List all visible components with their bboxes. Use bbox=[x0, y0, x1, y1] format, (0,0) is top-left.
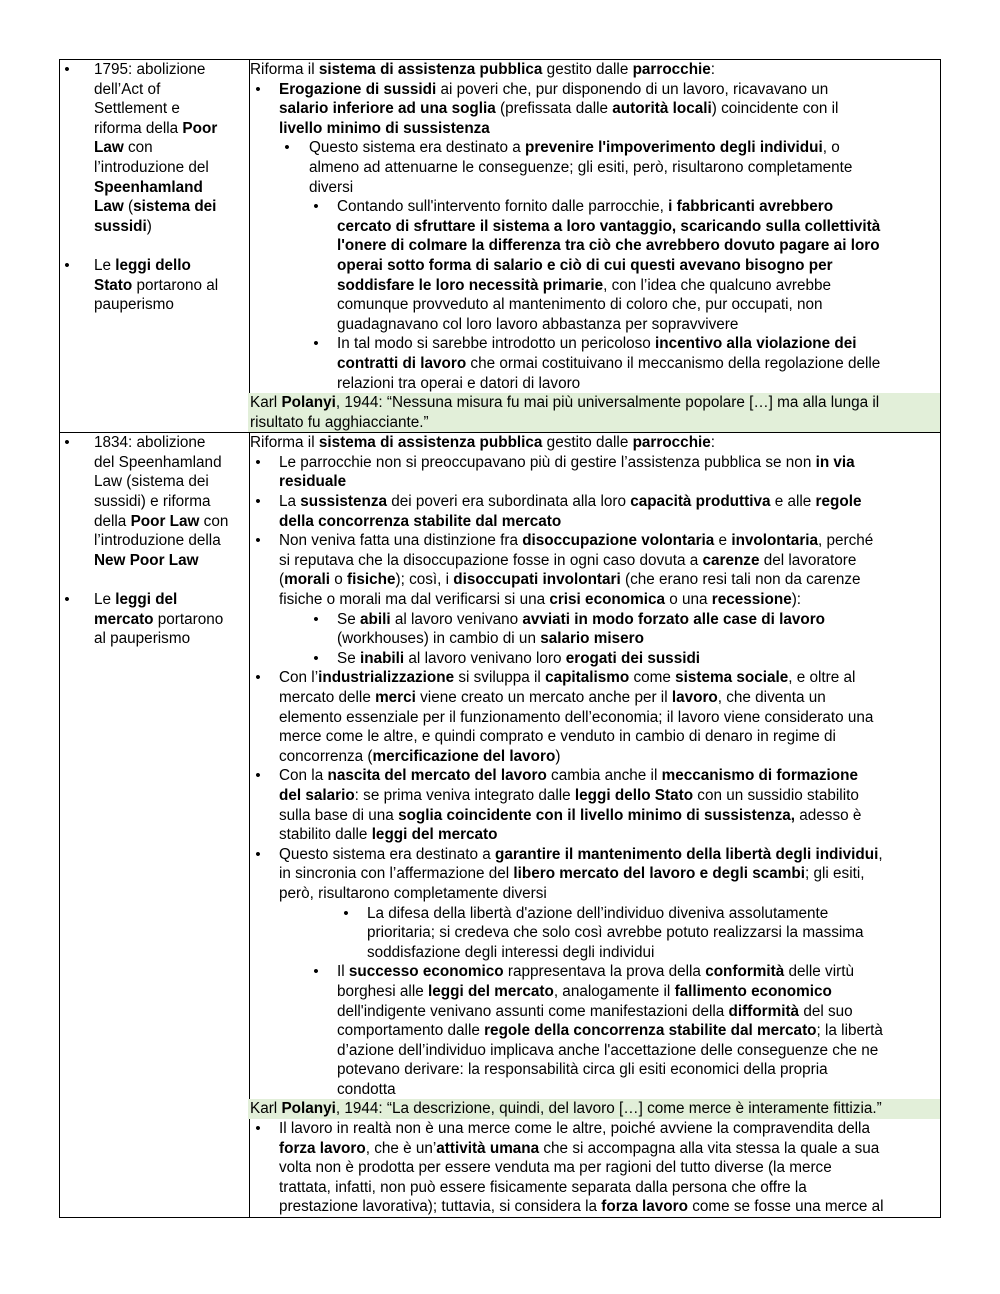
bullet-icon: • bbox=[343, 904, 349, 922]
text-span: La bbox=[279, 493, 301, 511]
left-text-line bbox=[60, 433, 249, 453]
left-text-line bbox=[60, 590, 249, 610]
content-text-line bbox=[250, 433, 940, 453]
content-text-line bbox=[250, 1139, 940, 1159]
bold-text: Poor Law bbox=[130, 512, 200, 530]
text-span: con un sussidio stabilito bbox=[693, 786, 859, 804]
bold-text: fallimento economico bbox=[674, 982, 832, 1000]
text-span: delle virtù bbox=[784, 963, 854, 981]
polanyi-quote-line bbox=[248, 393, 940, 413]
bold-text: Poor bbox=[182, 119, 218, 137]
text-span: Contando sull'intervento fornito dalle parrocchie, bbox=[337, 198, 669, 216]
content-text-line bbox=[250, 590, 940, 610]
content-text-line bbox=[250, 1158, 940, 1178]
bullet-icon: • bbox=[313, 963, 319, 981]
left-text-line bbox=[60, 217, 249, 237]
text-span: , perché bbox=[818, 532, 874, 550]
bold-text: morali bbox=[284, 571, 331, 589]
bold-text: merci bbox=[375, 689, 416, 706]
content-text-line bbox=[250, 962, 940, 982]
text-span: La difesa della libertà d'azione dell’individuo diveniva assolutamente bbox=[367, 904, 829, 922]
text-span: comportamento dalle bbox=[337, 1022, 485, 1040]
content-text-line bbox=[250, 806, 940, 826]
bold-text: abili bbox=[359, 610, 391, 628]
left-text-line bbox=[60, 295, 249, 315]
content-text-line bbox=[250, 610, 940, 630]
bold-text: Law bbox=[94, 139, 124, 157]
bold-text: sistema di assistenza pubblica bbox=[318, 434, 543, 452]
bold-text: disoccupazione volontaria bbox=[522, 532, 715, 550]
left-text-line bbox=[60, 551, 249, 571]
text-span: dell'indigente venivano assunti come manifestazioni della bbox=[337, 1002, 729, 1020]
text-span: condotta bbox=[337, 1080, 396, 1098]
text-span: ) coincidente con il bbox=[711, 100, 839, 118]
text-span: , con l’idea che qualcuno avrebbe bbox=[603, 276, 832, 294]
bullet-icon: • bbox=[255, 1120, 261, 1138]
text-span: relazioni tra operai e datori di lavoro bbox=[337, 374, 581, 392]
content-text-line bbox=[250, 570, 940, 590]
text-span: l’introduzione della bbox=[94, 532, 221, 550]
bold-text: regole bbox=[815, 493, 862, 511]
text-span: al lavoro venivano bbox=[390, 610, 523, 628]
bold-text: mercato bbox=[94, 610, 154, 628]
content-text-line bbox=[250, 1080, 940, 1100]
bullet-icon: • bbox=[284, 139, 290, 157]
text-span: guadagnavano col loro lavoro abbastanza per sopravvivere bbox=[337, 315, 739, 333]
content-text-line bbox=[250, 747, 940, 767]
left-text-line bbox=[60, 492, 249, 512]
bullet-icon: • bbox=[255, 767, 261, 785]
bold-text: industrializzazione bbox=[318, 669, 455, 687]
text-span: trattata, infatti, non può essere fisicamente separata dalla persona che offre la bbox=[279, 1178, 807, 1196]
bold-text: capacità produttiva bbox=[630, 493, 771, 511]
text-span: ; gli esiti, bbox=[805, 865, 865, 883]
text-span: del suo bbox=[799, 1002, 853, 1020]
text-span: : se prima veniva integrato dalle bbox=[354, 786, 575, 804]
bullet-icon: • bbox=[64, 256, 70, 274]
bold-text: regole della concorrenza stabilite dal mercato bbox=[484, 1022, 817, 1040]
text-span: , 1944: “La descrizione, quindi, del lavoro […] come merce è interamente fittizia.” bbox=[335, 1100, 882, 1118]
left-text-line bbox=[60, 80, 249, 100]
text-span: Le bbox=[94, 591, 116, 609]
bold-text: forza lavoro bbox=[601, 1198, 688, 1216]
table-row bbox=[60, 433, 941, 1218]
text-span: Riforma il bbox=[250, 61, 319, 78]
bold-text: disoccupati involontari bbox=[453, 571, 621, 589]
text-span: Law (sistema dei bbox=[94, 473, 209, 491]
text-span: l’introduzione del bbox=[94, 158, 209, 176]
bullet-icon: • bbox=[313, 335, 319, 353]
bold-text: livello minimo di sussistenza bbox=[279, 119, 490, 137]
bold-text: garantire il mantenimento della libertà degli individui bbox=[494, 845, 879, 863]
bullet-icon: • bbox=[64, 61, 70, 78]
text-span: con bbox=[199, 512, 229, 530]
text-span: rappresentava la prova della bbox=[503, 963, 706, 981]
text-span: Questo sistema era destinato a bbox=[309, 139, 525, 157]
bullet-icon: • bbox=[64, 591, 70, 609]
left-text-line bbox=[60, 158, 249, 178]
content-text-line bbox=[250, 766, 940, 786]
content-text-line bbox=[250, 256, 940, 276]
text-span: prioritaria; si credeva che solo così avrebbe potuto realizzarsi la massima bbox=[367, 924, 864, 942]
bullet-icon: • bbox=[255, 845, 261, 863]
content-text-line bbox=[250, 276, 940, 296]
content-text-line bbox=[250, 825, 940, 845]
text-span: ); così, i bbox=[395, 571, 454, 589]
content-text-line bbox=[250, 1041, 940, 1061]
text-span: ): bbox=[791, 591, 802, 609]
bold-text: sussistenza bbox=[300, 493, 387, 511]
text-span: Non veniva fatta una distinzione fra bbox=[279, 532, 523, 550]
text-span: mercato delle bbox=[279, 689, 376, 706]
left-text-line bbox=[60, 512, 249, 532]
content-column-cell bbox=[250, 60, 941, 433]
text-span: 1834: abolizione bbox=[94, 434, 206, 452]
text-span: , o bbox=[822, 139, 840, 157]
text-span: ) bbox=[555, 747, 561, 765]
bold-text: l'onere di colmare la differenza tra ciò che avrebbero dovuto pagare ai loro bbox=[337, 237, 880, 255]
text-span: , 1944: “Nessuna misura fu mai più universalmente popolare […] ma alla lunga il bbox=[335, 394, 880, 412]
left-text-line bbox=[60, 256, 249, 276]
polanyi-quote-line bbox=[248, 1099, 940, 1119]
text-span: adesso è bbox=[795, 806, 862, 824]
text-span: Con la bbox=[279, 767, 328, 785]
text-span: ai poveri che, pur disponendo di un lavoro, ricavavano un bbox=[436, 80, 829, 98]
bold-text: mercificazione del lavoro bbox=[372, 747, 556, 765]
bold-text: soglia coincidente con il livello minimo di sussistenza, bbox=[398, 806, 796, 824]
content-text-line bbox=[250, 472, 940, 492]
bold-text: libero mercato del lavoro e degli scambi bbox=[513, 865, 805, 883]
text-span: 1795: abolizione bbox=[94, 61, 206, 78]
text-span: , bbox=[878, 845, 883, 863]
content-text-line bbox=[250, 708, 940, 728]
text-span: riforma della bbox=[94, 119, 183, 137]
content-text-line bbox=[250, 688, 940, 708]
text-span: , analogamente il bbox=[553, 982, 675, 1000]
content-text-line bbox=[250, 649, 940, 669]
content-text-line bbox=[250, 943, 940, 963]
blank-line bbox=[60, 570, 249, 590]
text-span: Il bbox=[337, 963, 349, 981]
content-text-line bbox=[250, 334, 940, 354]
text-span: che ormai costituivano il meccanismo della regolazione delle bbox=[466, 354, 881, 372]
bold-text: leggi dello bbox=[115, 256, 191, 274]
content-text-line bbox=[250, 99, 940, 119]
text-span: Il lavoro in realtà non è una merce come le altre, poiché avviene la compravendita della bbox=[279, 1120, 870, 1138]
left-text-line bbox=[60, 610, 249, 630]
text-span: in sincronia con l’affermazione del bbox=[279, 865, 514, 883]
text-span: gestito dalle bbox=[542, 61, 633, 78]
bold-text: avviati in modo forzato alle case di lavoro bbox=[522, 610, 826, 628]
text-span: almeno ad attenuarne le conseguenze; gli esiti, però, risultarono completamente bbox=[309, 158, 853, 176]
bold-text: autorità locali bbox=[612, 100, 712, 118]
bold-text: involontaria bbox=[731, 532, 819, 550]
content-text-line bbox=[250, 158, 940, 178]
text-span: o bbox=[330, 571, 348, 589]
left-text-line bbox=[60, 629, 249, 649]
bold-text: operai sotto forma di salario e ciò di cui questi avevano bisogno per bbox=[337, 256, 833, 274]
text-span: , e oltre al bbox=[788, 669, 856, 687]
text-span: viene creato un mercato anche per il bbox=[415, 689, 672, 706]
text-span: d’azione dell’individuo implicava anche l'accettazione delle conseguenze che ne bbox=[337, 1041, 879, 1059]
text-span: stabilito dalle bbox=[279, 826, 372, 844]
bold-text: carenze bbox=[702, 551, 760, 569]
text-span: , che diventa un bbox=[717, 689, 826, 706]
text-span: elemento essenziale per il funzionamento dell’economia; il lavoro viene considerato una bbox=[279, 708, 874, 726]
content-text-line bbox=[250, 236, 940, 256]
bold-text: forza lavoro bbox=[279, 1139, 366, 1157]
text-span: (workhouses) in cambio di un bbox=[337, 630, 541, 648]
bold-text: meccanismo di formazione bbox=[661, 767, 858, 785]
bold-text: leggi del mercato bbox=[371, 826, 498, 844]
bullet-icon: • bbox=[313, 610, 319, 628]
content-text-line bbox=[250, 354, 940, 374]
text-span: , che è un’ bbox=[365, 1139, 437, 1157]
bold-text: leggi del bbox=[115, 591, 178, 609]
text-span: : bbox=[710, 61, 716, 78]
date-column-cell bbox=[60, 433, 250, 1218]
bold-text: sistema sociale bbox=[675, 669, 789, 687]
date-column-cell bbox=[60, 60, 250, 433]
left-text-line bbox=[60, 197, 249, 217]
bold-text: sistema di assistenza pubblica bbox=[318, 61, 543, 78]
bold-text: conformità bbox=[705, 963, 785, 981]
left-text-line bbox=[60, 472, 249, 492]
content-text-line bbox=[250, 1002, 940, 1022]
left-text-line bbox=[60, 99, 249, 119]
text-span: cambia anche il bbox=[546, 767, 662, 785]
text-span: comunque provveduto al mantenimento di coloro che, pur occupati, non bbox=[337, 296, 823, 314]
text-span: volta non è prodotta per essere venduta ma per ragioni del tutto diverse (la merce bbox=[279, 1159, 832, 1177]
bold-text: sistema dei bbox=[133, 198, 217, 216]
bold-text: Polanyi bbox=[281, 394, 336, 412]
text-span: prestazione lavorativa); tuttavia, si considera la bbox=[279, 1198, 602, 1216]
left-text-line bbox=[60, 276, 249, 296]
content-text-line bbox=[250, 1178, 940, 1198]
text-span: si reputava che la disoccupazione fosse in ogni caso dovuta a bbox=[279, 551, 703, 569]
left-text-line bbox=[60, 138, 249, 158]
bullet-icon: • bbox=[64, 434, 70, 452]
content-text-line bbox=[250, 374, 940, 394]
content-text-line bbox=[250, 904, 940, 924]
content-text-line bbox=[250, 1119, 940, 1139]
text-span: al lavoro venivano loro bbox=[404, 649, 566, 667]
text-span: gestito dalle bbox=[542, 434, 633, 452]
left-text-line bbox=[60, 60, 249, 80]
content-text-line bbox=[250, 178, 940, 198]
content-text-line bbox=[250, 1021, 940, 1041]
bullet-icon: • bbox=[255, 80, 261, 98]
bold-text: leggi del mercato bbox=[428, 982, 554, 1000]
text-span: della bbox=[94, 512, 131, 530]
bold-text: fisiche bbox=[347, 571, 396, 589]
content-text-line bbox=[250, 982, 940, 1002]
table-row bbox=[60, 60, 941, 433]
text-span: come se fosse una merce al bbox=[687, 1198, 884, 1216]
text-span: potevano derivare: la responsabilità circa gli esiti economici della propria bbox=[337, 1061, 828, 1079]
text-span: del Speenhamland bbox=[94, 453, 222, 471]
content-text-line bbox=[250, 512, 940, 532]
bold-text: salario misero bbox=[540, 630, 644, 648]
text-span: Riforma il bbox=[250, 434, 319, 452]
bold-text: lavoro bbox=[671, 689, 718, 706]
text-span: portarono al bbox=[132, 276, 219, 294]
text-span: ; la libertà bbox=[816, 1022, 883, 1040]
bold-text: parrocchie bbox=[632, 434, 711, 452]
text-span: merce come le altre, e quindi comprato e venduto in cambio di denaro in regime di bbox=[279, 728, 836, 746]
content-text-line bbox=[250, 453, 940, 473]
text-span: portarono bbox=[153, 610, 224, 628]
text-span: e bbox=[714, 532, 732, 550]
left-text-line bbox=[60, 453, 249, 473]
text-span: pauperismo bbox=[94, 296, 174, 314]
text-span: borghesi alle bbox=[337, 982, 428, 1000]
bold-text: Stato bbox=[94, 276, 133, 294]
bold-text: inabili bbox=[359, 649, 405, 667]
left-text-line bbox=[60, 178, 249, 198]
text-span: e alle bbox=[770, 493, 816, 511]
content-text-line bbox=[250, 727, 940, 747]
text-span: si sviluppa il bbox=[454, 669, 546, 687]
text-span: dell’Act of bbox=[94, 80, 161, 98]
text-span: concorrenza ( bbox=[279, 747, 373, 765]
bold-text: salario inferiore ad una soglia bbox=[279, 100, 496, 118]
bold-text: Erogazione di sussidi bbox=[279, 80, 437, 98]
content-text-line bbox=[250, 786, 940, 806]
bold-text: nascita del mercato del lavoro bbox=[327, 767, 547, 785]
bold-text: attività umana bbox=[436, 1139, 540, 1157]
content-text-line bbox=[250, 315, 940, 335]
text-span: del lavoratore bbox=[759, 551, 857, 569]
text-span: In tal modo si sarebbe introdotto un pericoloso bbox=[337, 335, 656, 353]
text-span: Con l’ bbox=[279, 669, 319, 687]
text-span: (prefissata dalle bbox=[495, 100, 613, 118]
left-text-line bbox=[60, 119, 249, 139]
text-span: fisiche o morali ma dal verificarsi si una bbox=[279, 591, 550, 609]
content-text-line bbox=[250, 1060, 940, 1080]
bold-text: Speenhamland bbox=[94, 178, 203, 196]
text-span: Se bbox=[337, 649, 360, 667]
content-text-line bbox=[250, 138, 940, 158]
text-span: soddisfazione degli interessi degli individui bbox=[367, 943, 655, 961]
bullet-icon: • bbox=[255, 532, 261, 550]
bold-text: cercato di sfruttare il sistema a loro vantaggio, scaricando sulla collettività bbox=[337, 217, 881, 235]
text-span: Settlement e bbox=[94, 100, 180, 118]
blank-line bbox=[60, 236, 249, 256]
bullet-icon: • bbox=[313, 198, 319, 216]
bold-text: New Poor Law bbox=[94, 551, 199, 569]
bold-text: parrocchie bbox=[632, 61, 711, 78]
bold-text: recessione bbox=[711, 591, 792, 609]
content-text-line bbox=[250, 551, 940, 571]
bold-text: difformità bbox=[728, 1002, 800, 1020]
bold-text: incentivo alla violazione dei bbox=[655, 335, 857, 353]
content-text-line bbox=[250, 864, 940, 884]
content-text-line bbox=[250, 531, 940, 551]
text-span: risultato fu agghiacciante.” bbox=[250, 413, 429, 431]
text-span: Karl bbox=[250, 394, 282, 412]
bold-text: della concorrenza stabilite dal mercato bbox=[279, 512, 562, 530]
content-text-line bbox=[250, 845, 940, 865]
content-text-line bbox=[250, 60, 940, 80]
text-span: Le bbox=[94, 256, 116, 274]
notes-table-body bbox=[60, 60, 941, 1218]
bold-text: leggi dello Stato bbox=[574, 786, 694, 804]
bold-text: Polanyi bbox=[281, 1100, 336, 1118]
content-column-cell bbox=[250, 433, 941, 1218]
text-span: ) bbox=[146, 217, 152, 235]
content-text-line bbox=[250, 119, 940, 139]
bold-text: residuale bbox=[279, 473, 347, 491]
text-span: sulla base di una bbox=[279, 806, 399, 824]
bold-text: soddisfare le loro necessità primarie bbox=[337, 276, 604, 294]
bold-text: i fabbricanti avrebbero bbox=[668, 198, 834, 216]
content-text-line bbox=[250, 217, 940, 237]
content-text-line bbox=[250, 80, 940, 100]
text-span: (che erano resi tali non da carenze bbox=[620, 571, 861, 589]
text-span: Questo sistema era destinato a bbox=[279, 845, 495, 863]
bullet-icon: • bbox=[255, 669, 261, 687]
bold-text: erogati dei sussidi bbox=[565, 649, 701, 667]
bullet-icon: • bbox=[255, 493, 261, 511]
text-span: che si accompagna alla vita stessa la quale a sua bbox=[539, 1139, 880, 1157]
bold-text: sussidi bbox=[94, 217, 147, 235]
text-span: come bbox=[629, 669, 676, 687]
content-text-line bbox=[250, 1197, 940, 1217]
text-span: Le parrocchie non si preoccupavano più di gestire l’assistenza pubblica se non bbox=[279, 453, 816, 471]
content-text-line bbox=[250, 295, 940, 315]
bold-text: capitalismo bbox=[545, 669, 630, 687]
text-span: ( bbox=[279, 571, 285, 589]
text-span: Karl bbox=[250, 1100, 282, 1118]
bold-text: Law bbox=[94, 198, 124, 216]
text-span: ( bbox=[123, 198, 134, 216]
bold-text: successo economico bbox=[348, 963, 504, 981]
text-span: diversi bbox=[309, 178, 354, 196]
bold-text: contratti di lavoro bbox=[337, 354, 467, 372]
text-span: : bbox=[710, 434, 716, 452]
bullet-icon: • bbox=[255, 453, 261, 471]
bold-text: del salario bbox=[279, 786, 355, 804]
text-span: dei poveri era subordinata alla loro bbox=[387, 493, 631, 511]
bold-text: crisi economica bbox=[549, 591, 665, 609]
text-span: con bbox=[123, 139, 153, 157]
content-text-line bbox=[250, 629, 940, 649]
notes-table bbox=[59, 59, 941, 1218]
content-text-line bbox=[250, 668, 940, 688]
bold-text: in via bbox=[815, 453, 855, 471]
polanyi-quote-line bbox=[248, 413, 940, 433]
text-span: sussidi) e riforma bbox=[94, 493, 211, 511]
bullet-icon: • bbox=[313, 649, 319, 667]
content-text-line bbox=[250, 884, 940, 904]
text-span: Se bbox=[337, 610, 360, 628]
bold-text: prevenire l'impoverimento degli individui bbox=[524, 139, 823, 157]
content-text-line bbox=[250, 197, 940, 217]
content-text-line bbox=[250, 492, 940, 512]
text-span: o una bbox=[664, 591, 712, 609]
content-text-line bbox=[250, 923, 940, 943]
left-text-line bbox=[60, 531, 249, 551]
text-span: al pauperismo bbox=[94, 630, 191, 648]
text-span: però, risultarono completamente diversi bbox=[279, 884, 547, 902]
